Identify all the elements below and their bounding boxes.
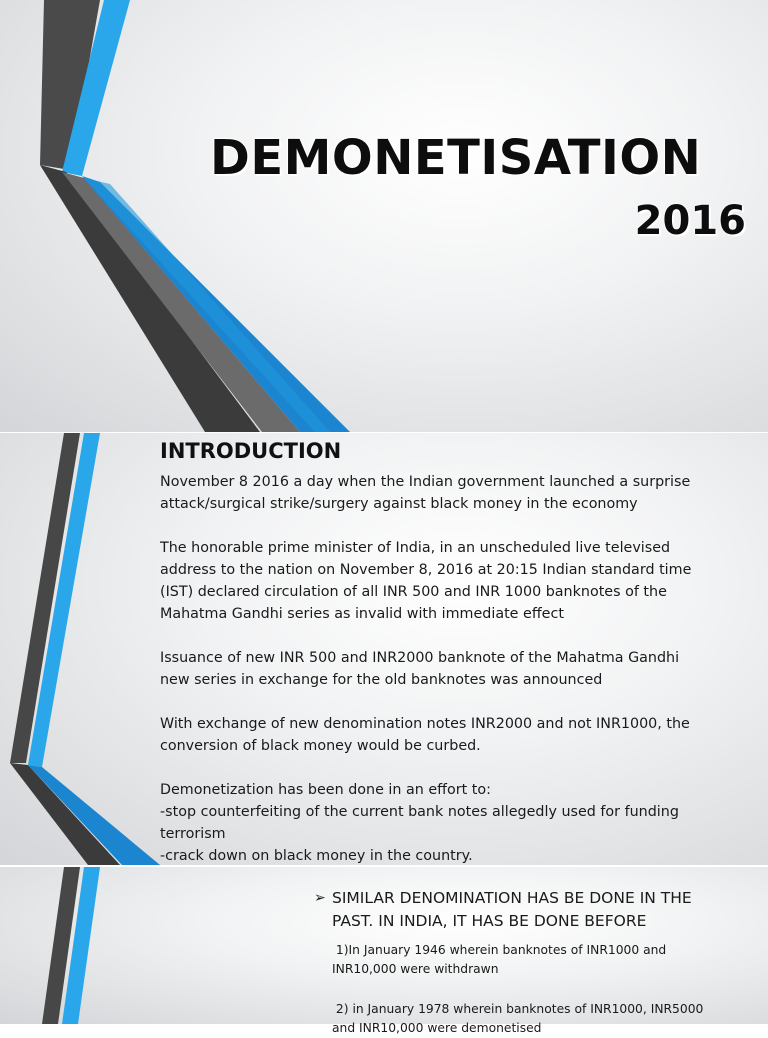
text-line: Demonetization has been done in an effort to: — [160, 782, 491, 798]
text-line: INR10,000 were withdrawn — [332, 962, 499, 976]
title-slide — [0, 0, 768, 432]
presentation-year: 2016 — [634, 198, 746, 244]
history-slide — [0, 867, 768, 1035]
text-line: With exchange of new denomination notes INR2000 and not INR1000, the — [160, 716, 690, 732]
text-line: 2) in January 1978 wherein banknotes of INR1000, INR5000 — [332, 1002, 704, 1016]
history-item-1978 — [332, 1000, 752, 1038]
intro-body — [160, 471, 750, 889]
intro-paragraph-5 — [160, 779, 750, 867]
text-line: terrorism — [160, 826, 226, 842]
text-line: 1)In January 1946 wherein banknotes of INR1000 and — [332, 943, 667, 957]
text-line: address to the nation on November 8, 2016 at 20:15 Indian standard time — [160, 562, 692, 578]
text-line: and INR10,000 were demonetised — [332, 1021, 542, 1035]
text-line: (IST) declared circulation of all INR 500 and INR 1000 banknotes of the — [160, 584, 667, 600]
text-line: Mahatma Gandhi series as invalid with immediate effect — [160, 606, 564, 622]
intro-paragraph-2 — [160, 537, 750, 625]
text-line: attack/surgical strike/surgery against black money in the economy — [160, 496, 638, 512]
intro-paragraph-1 — [160, 471, 750, 515]
presentation-title: DEMONETISATION — [210, 130, 702, 186]
introduction-slide — [0, 433, 768, 865]
intro-heading: INTRODUCTION — [160, 439, 342, 463]
history-item-1946 — [332, 941, 752, 979]
intro-paragraph-3 — [160, 647, 750, 691]
text-line: PAST. IN INDIA, IT HAS BE DONE BEFORE — [332, 912, 647, 930]
text-line: SIMILAR DENOMINATION HAS BE DONE IN THE — [332, 889, 692, 907]
text-line: Issuance of new INR 500 and INR2000 banknote of the Mahatma Gandhi — [160, 650, 680, 666]
text-line: conversion of black money would be curbed. — [160, 738, 481, 754]
intro-paragraph-4 — [160, 713, 750, 757]
text-line: November 8 2016 a day when the Indian government launched a surprise — [160, 474, 691, 490]
text-line: -crack down on black money in the country. — [160, 848, 473, 864]
text-line: new series in exchange for the old banknotes was announced — [160, 672, 603, 688]
text-line: The honorable prime minister of India, in an unscheduled live televised — [160, 540, 671, 556]
text-line: -stop counterfeiting of the current bank notes allegedly used for funding — [160, 804, 679, 820]
arrow-bullet-icon: ➢ — [314, 890, 326, 906]
bullet-heading — [314, 887, 754, 933]
